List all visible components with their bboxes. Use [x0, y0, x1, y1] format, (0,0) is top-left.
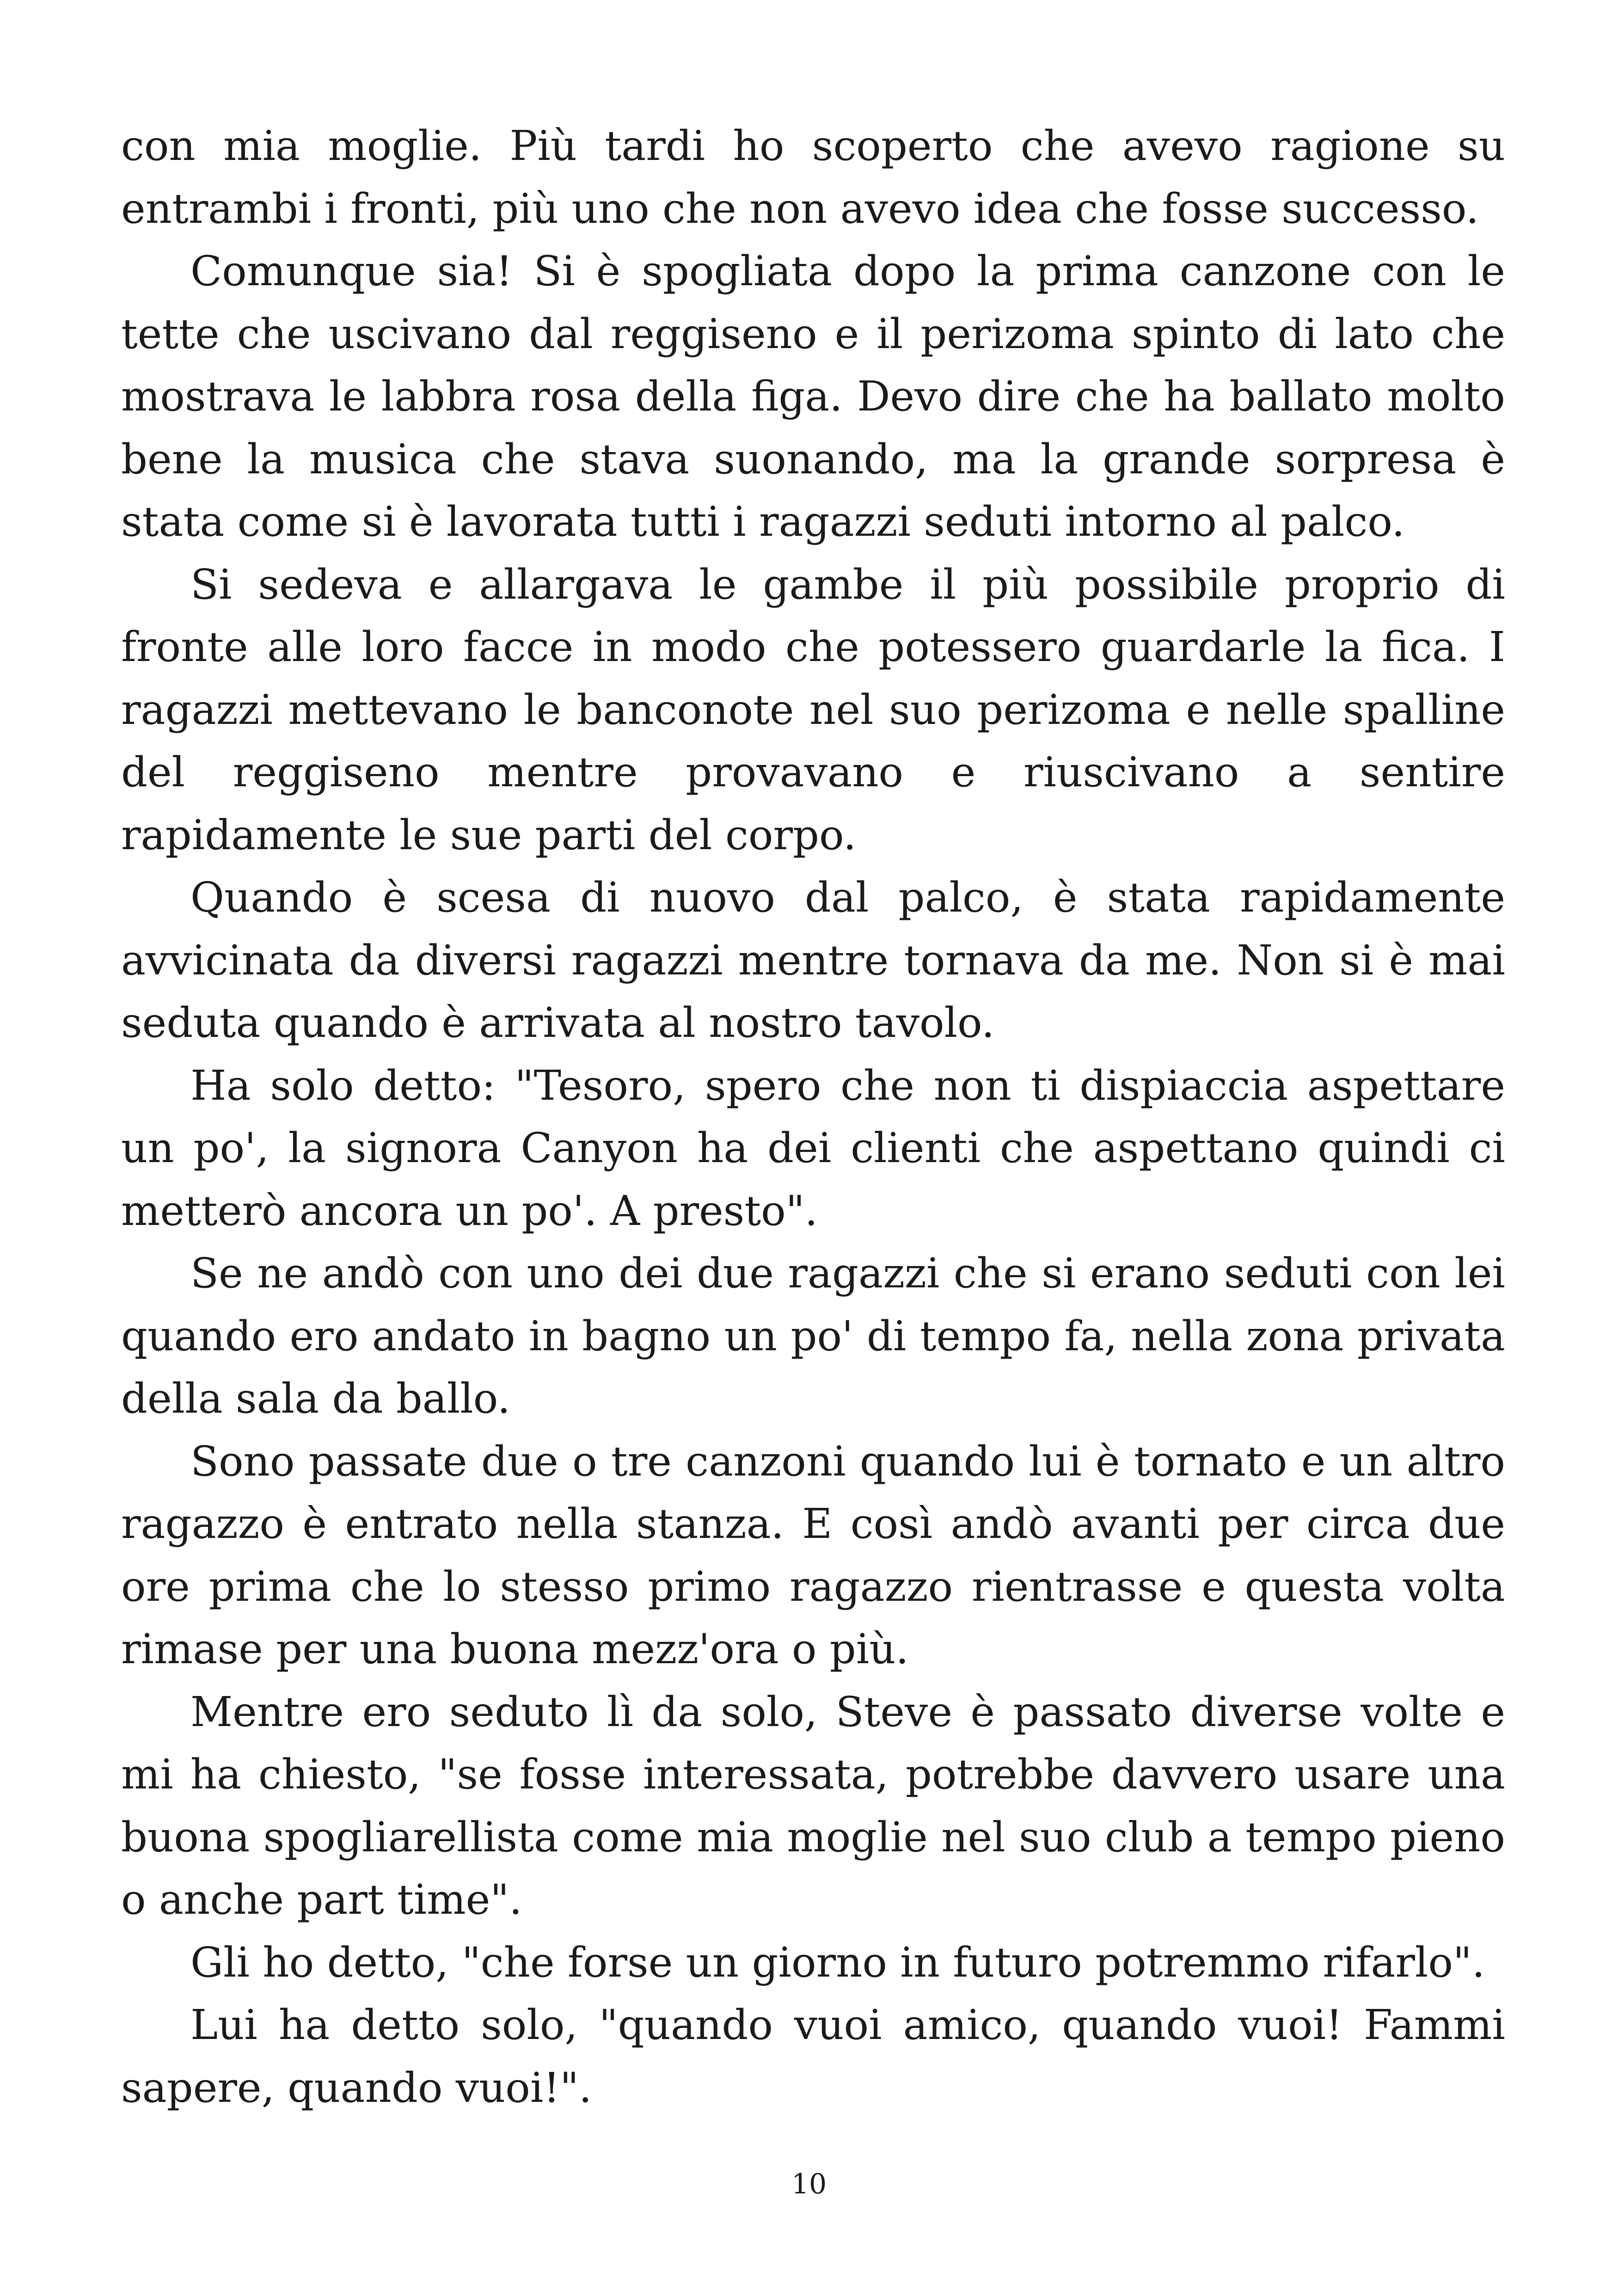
- paragraph: Lui ha detto solo, "quando vuoi amico, quando vuoi! Fammi sapere, quando vuoi!".: [121, 2001, 1505, 2112]
- paragraph: Mentre ero seduto lì da solo, Steve è passato diverse volte e mi ha chiesto, "se fosse interessata, potrebbe davvero usare una buona spogliarellista come mia moglie nel suo club a tempo pieno o anche part time".: [121, 1687, 1505, 1923]
- paragraph: Quando è scesa di nuovo dal palco, è stata rapidamente avvicinata da diversi ragazzi mentre tornava da me. Non si è mai seduta quando è arrivata al nostro tavolo.: [121, 873, 1505, 1047]
- paragraph: Si sedeva e allargava le gambe il più possibile proprio di fronte alle loro facce in modo che potessero guardarle la fica. I ragazzi mettevano le banconote nel suo perizoma e nelle spalline del reggiseno mentre provavano e riuscivano a sentire rapidamente le sue parti del corpo.: [121, 560, 1505, 859]
- body-text: [121, 115, 1505, 2119]
- paragraph: Gli ho detto, "che forse un giorno in futuro potremmo rifarlo".: [190, 1938, 1485, 1986]
- paragraph: Se ne andò con uno dei due ragazzi che si erano seduti con lei quando ero andato in bagno un po' di tempo fa, nella zona privata della sala da ballo.: [121, 1249, 1505, 1422]
- paragraph: con mia moglie. Più tardi ho scoperto che avevo ragione su entrambi i fronti, più uno che non avevo idea che fosse successo.: [121, 122, 1505, 233]
- paragraph: Sono passate due o tre canzoni quando lui è tornato e un altro ragazzo è entrato nella stanza. E così andò avanti per circa due ore prima che lo stesso primo ragazzo rientrasse e questa volta rimase per una buona mezz'ora o più.: [121, 1437, 1505, 1673]
- page-number: 10: [791, 2168, 827, 2200]
- paragraph: Comunque sia! Si è spogliata dopo la prima canzone con le tette che uscivano dal reggiseno e il perizoma spinto di lato che mostrava le labbra rosa della figa. Devo dire che ha ballato molto bene la musica che stava suonando, ma la grande sorpresa è stata come si è lavorata tutti i ragazzi seduti intorno al palco.: [121, 247, 1505, 545]
- paragraph: Ha solo detto: "Tesoro, spero che non ti dispiaccia aspettare un po', la signora Canyon ha dei clienti che aspettano quindi ci metterò ancora un po'. A presto".: [121, 1061, 1505, 1235]
